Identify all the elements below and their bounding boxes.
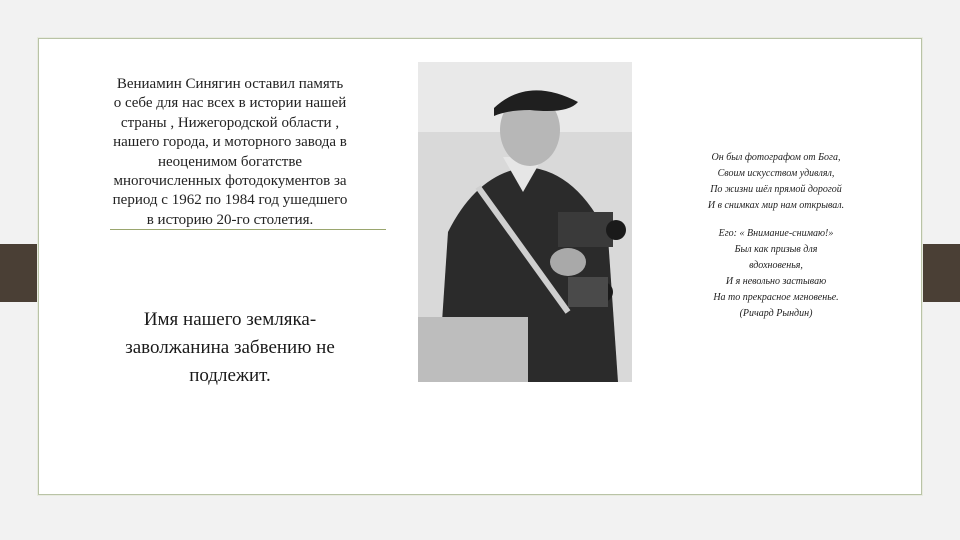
poem-line: Был как призыв для <box>734 244 818 255</box>
poem-stanza-1 <box>676 150 876 214</box>
poem-line: И в снимках мир нам открывал. <box>707 200 845 211</box>
photographer-photo <box>418 62 632 382</box>
accent-divider <box>110 229 386 230</box>
poem-line: Своим искусством удивлял, <box>717 168 835 179</box>
highlight-statement: Имя нашего земляка-заволжанина забвению не подлежит. <box>125 309 335 386</box>
poem-line: вдохновенья, <box>749 260 803 271</box>
poem-line: Он был фотографом от Бога, <box>711 152 841 163</box>
photographer-illustration <box>418 62 632 382</box>
poem-line: Его: « Внимание-снимаю!» <box>718 228 834 239</box>
poem-line: На то прекрасное мгновенье. <box>713 292 839 303</box>
poem-stanza-2 <box>676 226 876 322</box>
poem-line: И я невольно застываю <box>725 276 827 287</box>
poem-block <box>676 150 876 322</box>
poem-author: (Ричард Рындин) <box>739 308 813 319</box>
poem-line: По жизни шёл прямой дорогой <box>710 184 842 195</box>
main-paragraph: Вениамин Синягин оставил память о себе для нас всех в истории нашей страны , Нижегородской области , нашего города, и моторного завода в неоценимом богатстве многочисленных фотодокументов за период с 1962 по 1984 год ушедшего в историю 20-го столетия. <box>112 76 348 228</box>
